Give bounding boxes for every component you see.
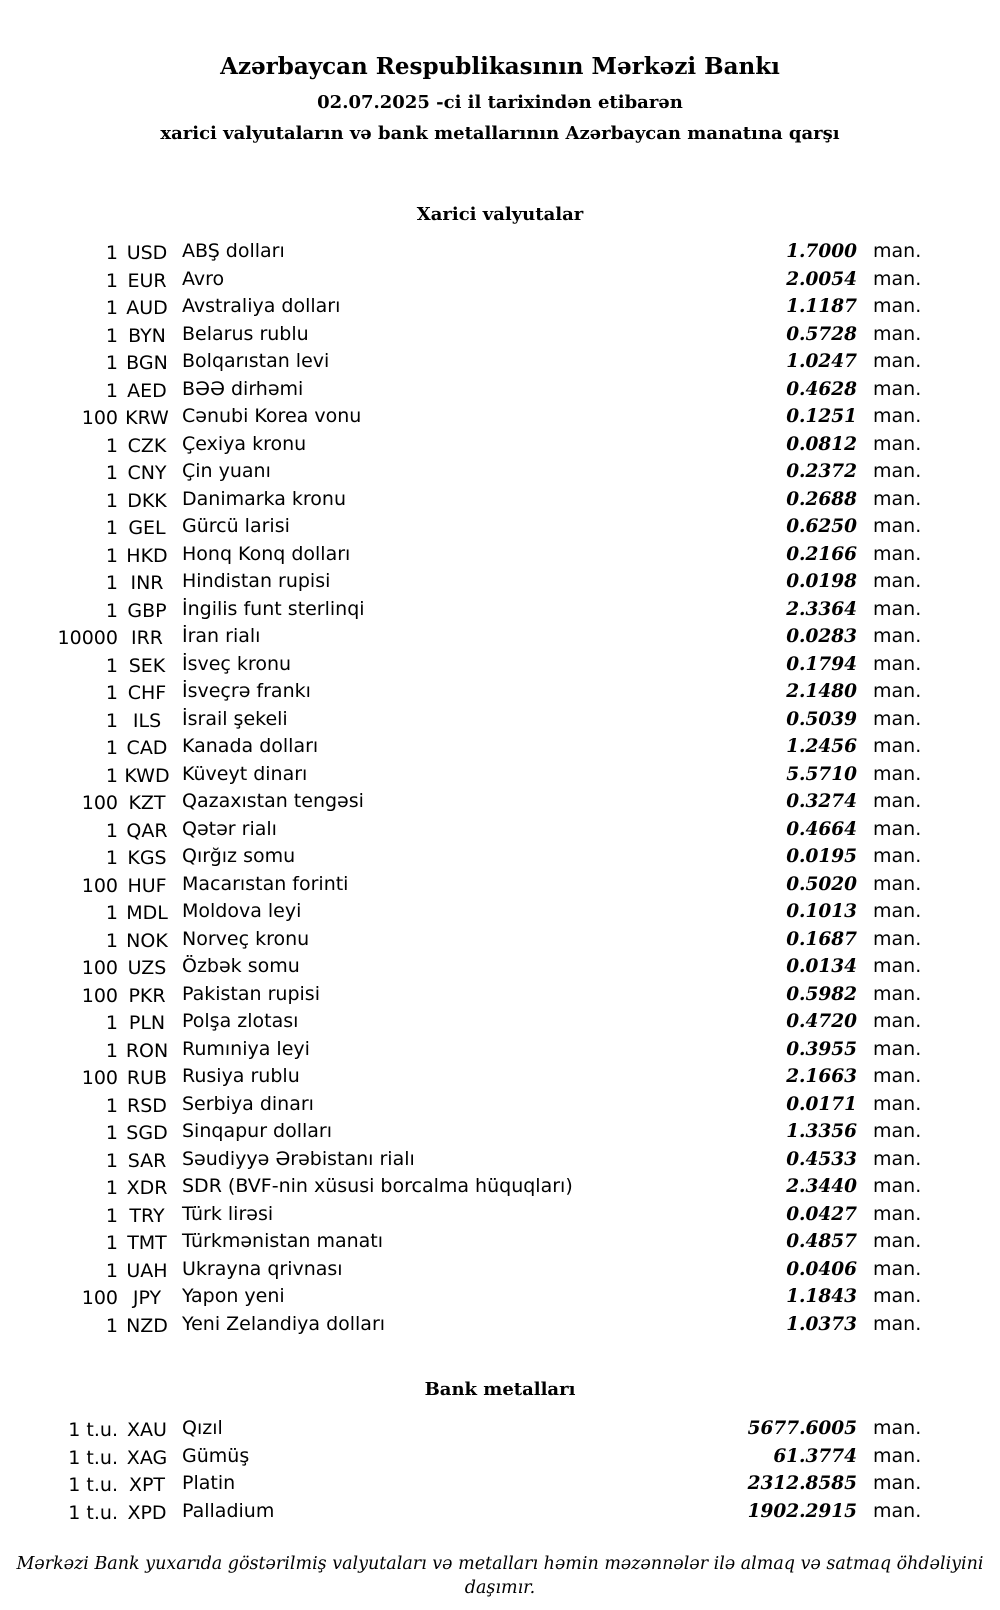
quantity-cell: 1 xyxy=(105,544,118,567)
table-row xyxy=(40,1311,927,1339)
currency-code-cell: RON xyxy=(125,1039,169,1062)
unit-label-cell: man. xyxy=(873,487,922,510)
currency-name-cell: Yapon yeni xyxy=(182,1285,285,1307)
table-row xyxy=(40,348,927,376)
rate-value-cell: 5677.6005 xyxy=(747,1418,857,1439)
currency-name-cell: Rusiya rublu xyxy=(182,1065,300,1087)
currency-name-cell: Yeni Zelandiya dolları xyxy=(182,1312,386,1335)
currency-name-cell: İsrail şekeli xyxy=(182,707,288,730)
quantity-cell: 1 t.u. xyxy=(68,1501,118,1524)
currency-name-cell: Qırğız somu xyxy=(182,845,296,867)
table-row xyxy=(40,816,927,844)
table-row xyxy=(40,761,927,789)
currency-code-cell: RSD xyxy=(127,1094,167,1117)
quantity-cell: 1 xyxy=(105,489,118,512)
unit-label-cell: man. xyxy=(873,845,922,867)
currency-name-cell: Avstraliya dolları xyxy=(182,295,341,317)
currency-name-cell: Türk lirəsi xyxy=(182,1202,274,1225)
rate-value-cell: 0.4533 xyxy=(786,1148,857,1170)
currency-code-cell: NZD xyxy=(126,1314,168,1337)
rate-value-cell: 61.3774 xyxy=(773,1445,857,1467)
quantity-cell: 1 xyxy=(105,297,118,319)
quantity-cell: 1 xyxy=(105,847,118,869)
currency-code-cell: KGS xyxy=(127,847,167,869)
currency-name-cell: Qətər rialı xyxy=(182,817,277,840)
table-row xyxy=(40,871,927,899)
quantity-cell: 1 xyxy=(105,1149,118,1172)
table-row xyxy=(40,596,927,624)
table-row xyxy=(40,1415,927,1443)
currency-name-cell: Pakistan rupisi xyxy=(182,982,320,1005)
rate-value-cell: 0.0134 xyxy=(786,956,857,977)
rate-value-cell: 0.3955 xyxy=(786,1038,857,1060)
rate-value-cell: 0.2688 xyxy=(786,488,857,510)
quantity-cell: 1 xyxy=(105,654,118,677)
unit-label-cell: man. xyxy=(873,460,922,482)
quantity-cell: 100 xyxy=(81,407,118,429)
unit-label-cell: man. xyxy=(873,570,922,592)
quantity-cell: 1 xyxy=(105,1122,118,1144)
rate-value-cell: 0.0195 xyxy=(786,846,857,867)
unit-label-cell: man. xyxy=(873,322,922,345)
unit-label-cell: man. xyxy=(873,1444,922,1467)
currency-code-cell: XPT xyxy=(128,1474,166,1496)
unit-label-cell: man. xyxy=(873,680,922,702)
unit-label-cell: man. xyxy=(873,1120,922,1142)
currency-code-cell: XPD xyxy=(127,1501,167,1524)
currency-code-cell: MDL xyxy=(126,902,168,924)
rate-value-cell: 0.0427 xyxy=(786,1203,857,1225)
unit-label-cell: man. xyxy=(873,1417,922,1439)
unit-label-cell: man. xyxy=(873,652,922,675)
rate-value-cell: 0.5020 xyxy=(786,873,857,895)
currency-name-cell: Ukrayna qrivnası xyxy=(182,1257,343,1280)
quantity-cell: 1 xyxy=(105,819,118,842)
currency-code-cell: GEL xyxy=(128,517,166,539)
unit-label-cell: man. xyxy=(873,542,922,565)
currency-code-cell: USD xyxy=(126,242,168,264)
table-row xyxy=(40,1118,927,1146)
currency-name-cell: Sinqapur dolları xyxy=(182,1120,333,1142)
rate-value-cell: 2.0054 xyxy=(786,268,857,290)
currency-code-cell: XAG xyxy=(126,1446,168,1469)
currency-name-cell: Macarıstan forinti xyxy=(182,872,349,895)
foreign-currencies-section xyxy=(0,203,1000,1338)
unit-label-cell: man. xyxy=(873,1175,922,1197)
currency-code-cell: XDR xyxy=(126,1177,168,1199)
unit-label-cell: man. xyxy=(873,927,922,950)
quantity-cell: 1 t.u. xyxy=(68,1446,118,1469)
quantity-cell: 1 xyxy=(105,682,118,704)
quantity-cell: 1 xyxy=(105,599,118,622)
unit-label-cell: man. xyxy=(873,405,922,427)
currency-name-cell: İngilis funt sterlinqi xyxy=(182,597,365,620)
currency-code-cell: INR xyxy=(130,572,164,594)
rate-value-cell: 0.0198 xyxy=(786,571,857,592)
table-row xyxy=(40,541,927,569)
unit-label-cell: man. xyxy=(873,625,922,647)
currencies-section-title: Xarici valyutalar xyxy=(416,204,584,225)
quantity-cell: 1 xyxy=(105,1314,118,1337)
table-row xyxy=(40,1173,927,1201)
unit-label-cell: man. xyxy=(873,1202,922,1225)
currency-code-cell: JPY xyxy=(132,1287,162,1309)
currency-name-cell: Çin yuanı xyxy=(182,460,271,482)
quantity-cell: 100 xyxy=(81,984,118,1007)
quantity-cell: 100 xyxy=(81,1067,118,1089)
table-row xyxy=(40,1283,927,1311)
unit-label-cell: man. xyxy=(873,597,922,620)
unit-label-cell: man. xyxy=(873,1230,922,1252)
table-row xyxy=(40,1146,927,1174)
currency-name-cell: Kanada dolları xyxy=(182,735,319,757)
table-row xyxy=(40,678,927,706)
rate-value-cell: 5.5710 xyxy=(786,763,857,785)
unit-label-cell: man. xyxy=(873,267,922,290)
quantity-cell: 1 xyxy=(105,1012,118,1034)
unit-label-cell: man. xyxy=(873,1147,922,1170)
currency-name-cell: Moldova leyi xyxy=(182,900,302,922)
currency-code-cell: EUR xyxy=(127,269,167,292)
unit-label-cell: man. xyxy=(873,1037,922,1060)
currency-name-cell: İran rialı xyxy=(182,625,261,647)
effective-date: 02.07.2025 -ci il tarixindən etibarən xyxy=(317,92,683,113)
currency-name-cell: Gümüş xyxy=(182,1444,250,1467)
table-row xyxy=(40,1036,927,1064)
quantity-cell: 1 xyxy=(105,462,118,484)
unit-label-cell: man. xyxy=(873,1312,922,1335)
rate-value-cell: 0.3274 xyxy=(786,791,857,812)
unit-label-cell: man. xyxy=(873,515,922,537)
table-row xyxy=(40,1063,927,1091)
unit-label-cell: man. xyxy=(873,295,922,317)
currency-name-cell: Belarus rublu xyxy=(182,322,309,345)
currency-code-cell: CHF xyxy=(127,682,167,704)
quantity-cell: 1 t.u. xyxy=(68,1419,118,1441)
rate-value-cell: 1.0247 xyxy=(786,351,857,372)
currency-name-cell: Honq Konq dolları xyxy=(182,542,351,565)
currency-name-cell: Çexiya kronu xyxy=(182,432,307,455)
currency-name-cell: SDR (BVF-nin xüsusi borcalma hüquqları) xyxy=(182,1175,573,1197)
quantity-cell: 1 xyxy=(105,352,118,374)
unit-label-cell: man. xyxy=(873,762,922,785)
quantity-cell: 1 xyxy=(105,379,118,402)
currency-code-cell: AED xyxy=(127,379,167,402)
table-row xyxy=(40,458,927,486)
rate-value-cell: 0.2166 xyxy=(786,543,857,565)
currency-name-cell: Rumıniya leyi xyxy=(182,1037,310,1060)
quantity-cell: 1 xyxy=(105,517,118,539)
unit-label-cell: man. xyxy=(873,432,922,455)
table-row xyxy=(40,733,927,761)
rate-value-cell: 0.5039 xyxy=(786,708,857,730)
quantity-cell: 1 xyxy=(105,1094,118,1117)
currency-name-cell: ABŞ dolları xyxy=(182,240,285,262)
currency-code-cell: TRY xyxy=(129,1204,165,1227)
rate-value-cell: 0.6250 xyxy=(786,516,857,537)
table-row xyxy=(40,1256,927,1284)
currency-code-cell: XAU xyxy=(127,1419,167,1441)
unit-label-cell: man. xyxy=(873,900,922,922)
currency-name-cell: Polşa zlotası xyxy=(182,1010,299,1032)
currency-code-cell: HUF xyxy=(127,874,167,897)
document-footer xyxy=(0,1552,1000,1600)
currency-code-cell: PLN xyxy=(128,1012,166,1034)
rate-value-cell: 0.2372 xyxy=(786,461,857,482)
rate-value-cell: 1.1187 xyxy=(786,296,857,317)
table-row xyxy=(40,293,927,321)
rate-value-cell: 2.1480 xyxy=(786,681,857,702)
currency-name-cell: Gürcü larisi xyxy=(182,515,290,537)
quantity-cell: 1 t.u. xyxy=(68,1474,118,1496)
quantity-cell: 100 xyxy=(81,1287,118,1309)
table-row xyxy=(40,1008,927,1036)
quantity-cell: 1 xyxy=(105,269,118,292)
quantity-cell: 1 xyxy=(105,242,118,264)
rate-value-cell: 1.3356 xyxy=(786,1121,857,1142)
unit-label-cell: man. xyxy=(873,1092,922,1115)
table-row xyxy=(40,788,927,816)
unit-label-cell: man. xyxy=(873,350,922,372)
page-title: Azərbaycan Respublikasının Mərkəzi Bankı xyxy=(220,53,780,80)
quantity-cell: 10000 xyxy=(57,627,118,649)
currency-code-cell: UZS xyxy=(127,957,167,979)
currency-name-cell: Avro xyxy=(182,267,225,290)
rate-value-cell: 0.0283 xyxy=(786,626,857,647)
currency-code-cell: NOK xyxy=(126,929,168,952)
currency-code-cell: RUB xyxy=(126,1067,168,1089)
currency-name-cell: Palladium xyxy=(182,1499,275,1522)
unit-label-cell: man. xyxy=(873,1257,922,1280)
table-row xyxy=(40,1091,927,1119)
unit-label-cell: man. xyxy=(873,707,922,730)
currency-code-cell: SAR xyxy=(127,1149,167,1172)
document-subtitle: xarici valyutaların və bank metallarının Azərbaycan manatına qarşı xyxy=(160,123,840,144)
rate-value-cell: 0.4857 xyxy=(786,1231,857,1252)
currency-name-cell: Platin xyxy=(182,1472,236,1494)
currency-code-cell: HKD xyxy=(126,544,168,567)
quantity-cell: 1 xyxy=(105,1039,118,1062)
quantity-cell: 1 xyxy=(105,929,118,952)
table-row xyxy=(40,321,927,349)
table-row xyxy=(40,981,927,1009)
currency-name-cell: Səudiyyə Ərəbistanı rialı xyxy=(182,1147,415,1170)
currency-code-cell: PKR xyxy=(128,984,166,1007)
metals-section-title: Bank metalları xyxy=(424,1379,576,1400)
currency-name-cell: Küveyt dinarı xyxy=(182,762,308,785)
unit-label-cell: man. xyxy=(873,1499,922,1522)
rate-value-cell: 2.3440 xyxy=(786,1176,857,1197)
table-row xyxy=(40,266,927,294)
table-row xyxy=(40,1470,927,1498)
quantity-cell: 100 xyxy=(81,957,118,979)
table-row xyxy=(40,898,927,926)
rate-value-cell: 1.0373 xyxy=(786,1313,857,1335)
quantity-cell: 1 xyxy=(105,434,118,457)
currency-code-cell: GBP xyxy=(127,599,167,622)
currency-name-cell: Qazaxıstan tengəsi xyxy=(182,790,364,812)
currency-code-cell: SEK xyxy=(128,654,166,677)
unit-label-cell: man. xyxy=(873,790,922,812)
rate-value-cell: 0.1687 xyxy=(786,928,857,950)
unit-label-cell: man. xyxy=(873,1065,922,1087)
quantity-cell: 1 xyxy=(105,1259,118,1282)
quantity-cell: 1 xyxy=(105,572,118,594)
quantity-cell: 1 xyxy=(105,1204,118,1227)
rate-value-cell: 0.1794 xyxy=(786,653,857,675)
table-row xyxy=(40,568,927,596)
table-row xyxy=(40,376,927,404)
quantity-cell: 100 xyxy=(81,874,118,897)
currency-code-cell: IRR xyxy=(130,627,163,649)
disclaimer-note: Mərkəzi Bank yuxarıda göstərilmiş valyutaları və metalları həmin məzənnələr ilə almaq və satmaq öhdəliyini daşımır. xyxy=(16,1554,984,1598)
currency-name-cell: Qızıl xyxy=(182,1417,223,1439)
quantity-cell: 1 xyxy=(105,324,118,347)
currency-code-cell: KWD xyxy=(124,764,170,787)
unit-label-cell: man. xyxy=(873,872,922,895)
bank-metals-section xyxy=(0,1378,1000,1525)
currency-code-cell: SGD xyxy=(126,1122,168,1144)
rate-value-cell: 2312.8585 xyxy=(747,1473,857,1494)
unit-label-cell: man. xyxy=(873,1010,922,1032)
table-row xyxy=(40,953,927,981)
rate-value-cell: 0.0406 xyxy=(786,1258,857,1280)
unit-label-cell: man. xyxy=(873,735,922,757)
rate-value-cell: 0.5728 xyxy=(786,323,857,345)
rate-value-cell: 0.1251 xyxy=(786,406,857,427)
currency-code-cell: CNY xyxy=(127,462,167,484)
unit-label-cell: man. xyxy=(873,955,922,977)
rate-value-cell: 2.1663 xyxy=(786,1066,857,1087)
unit-label-cell: man. xyxy=(873,817,922,840)
table-row xyxy=(40,486,927,514)
currency-code-cell: UAH xyxy=(126,1259,168,1282)
quantity-cell: 1 xyxy=(105,737,118,759)
table-row xyxy=(40,926,927,954)
table-row xyxy=(40,843,927,871)
currency-name-cell: Hindistan rupisi xyxy=(182,570,331,592)
currency-name-cell: Türkmənistan manatı xyxy=(182,1230,384,1252)
table-row xyxy=(40,706,927,734)
document-header xyxy=(0,52,1000,146)
currency-name-cell: İsveçrə frankı xyxy=(182,680,311,702)
currency-code-cell: TMT xyxy=(127,1232,167,1254)
currency-name-cell: İsveç kronu xyxy=(182,652,292,675)
quantity-cell: 1 xyxy=(105,764,118,787)
currency-code-cell: BYN xyxy=(128,324,166,347)
unit-label-cell: man. xyxy=(873,982,922,1005)
currency-code-cell: ILS xyxy=(132,709,162,732)
quantity-cell: 1 xyxy=(105,1177,118,1199)
currency-name-cell: Serbiya dinarı xyxy=(182,1092,314,1115)
currency-name-cell: Danimarka kronu xyxy=(182,487,347,510)
rate-value-cell: 0.4664 xyxy=(786,818,857,840)
rate-value-cell: 0.5982 xyxy=(786,983,857,1005)
table-row xyxy=(40,1498,927,1526)
currency-code-cell: AUD xyxy=(126,297,168,319)
currency-name-cell: Cənubi Korea vonu xyxy=(182,405,362,427)
rate-value-cell: 2.3364 xyxy=(786,598,857,620)
quantity-cell: 1 xyxy=(105,902,118,924)
quantity-cell: 100 xyxy=(81,792,118,814)
table-row xyxy=(40,651,927,679)
rate-value-cell: 1.7000 xyxy=(786,241,857,262)
rate-value-cell: 0.4720 xyxy=(786,1011,857,1032)
currency-code-cell: QAR xyxy=(126,819,168,842)
table-row xyxy=(40,238,927,266)
rate-value-cell: 0.0812 xyxy=(786,433,857,455)
rate-value-cell: 0.0171 xyxy=(786,1093,857,1115)
table-row xyxy=(40,1443,927,1471)
table-row xyxy=(40,1201,927,1229)
rate-value-cell: 1902.2915 xyxy=(747,1500,857,1522)
currency-name-cell: Norveç kronu xyxy=(182,927,310,950)
currency-name-cell: Bolqarıstan levi xyxy=(182,350,330,372)
rate-value-cell: 1.1843 xyxy=(786,1286,857,1307)
quantity-cell: 1 xyxy=(105,709,118,732)
table-row xyxy=(40,431,927,459)
unit-label-cell: man. xyxy=(873,1285,922,1307)
table-row xyxy=(40,623,927,651)
unit-label-cell: man. xyxy=(873,240,922,262)
metals-table xyxy=(40,1415,927,1525)
currency-name-cell: Özbək somu xyxy=(182,955,300,977)
unit-label-cell: man. xyxy=(873,1472,922,1494)
currency-code-cell: KZT xyxy=(128,792,166,814)
quantity-cell: 1 xyxy=(105,1232,118,1254)
table-row xyxy=(40,403,927,431)
currency-code-cell: DKK xyxy=(127,489,167,512)
currency-code-cell: CZK xyxy=(127,434,167,457)
table-row xyxy=(40,1228,927,1256)
rate-value-cell: 1.2456 xyxy=(786,736,857,757)
rate-value-cell: 0.1013 xyxy=(786,901,857,922)
currency-name-cell: BƏƏ dirhəmi xyxy=(182,377,304,400)
unit-label-cell: man. xyxy=(873,377,922,400)
currency-code-cell: KRW xyxy=(125,407,169,429)
currencies-table xyxy=(40,238,927,1338)
currency-code-cell: CAD xyxy=(126,737,168,759)
table-row xyxy=(40,513,927,541)
currency-code-cell: BGN xyxy=(126,352,168,374)
rate-value-cell: 0.4628 xyxy=(786,378,857,400)
